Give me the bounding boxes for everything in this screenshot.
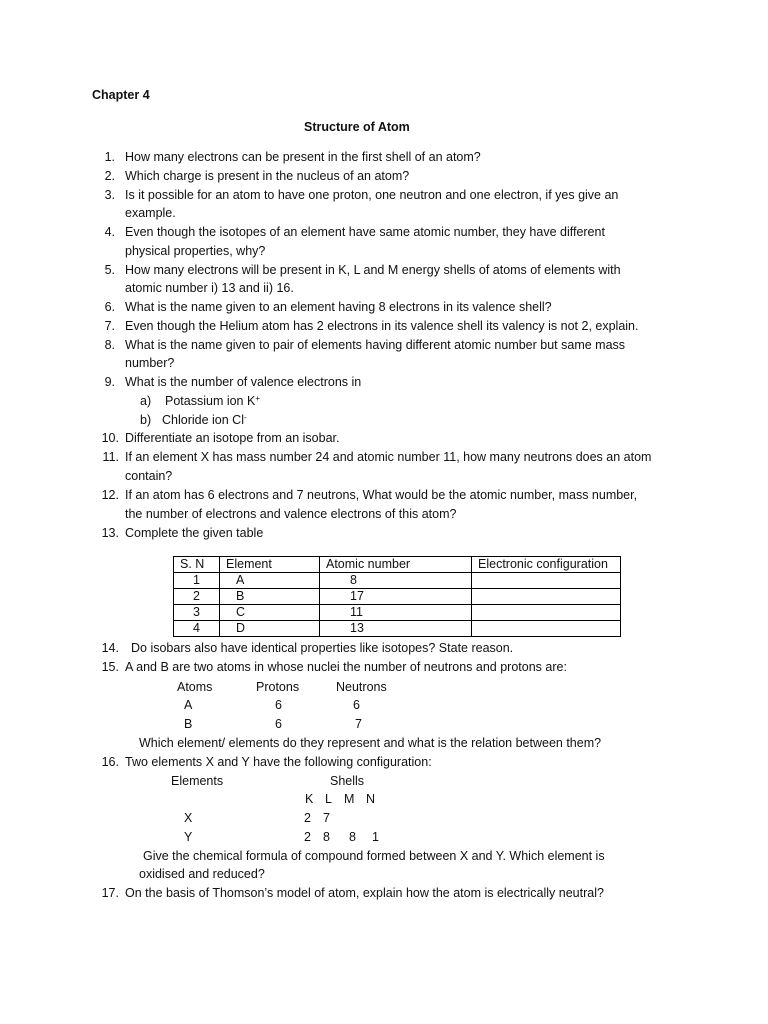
table-cell-element: D: [220, 621, 320, 637]
table-cell-atomic: 13: [320, 621, 472, 637]
q9-a-label: a): [140, 394, 152, 408]
q16-y-l: 8: [323, 830, 330, 844]
q16-question-line1: Give the chemical formula of compound formed between X and Y. Which element is: [143, 849, 605, 863]
table-cell-sn: 1: [174, 573, 220, 589]
q15-row-b-protons: 6: [275, 717, 282, 731]
q16-x-k: 2: [304, 811, 311, 825]
q16-y-n: 1: [372, 830, 379, 844]
q16-y-k: 2: [304, 830, 311, 844]
q16-shell-k: K: [305, 792, 314, 806]
q5-text-line2: atomic number i) 13 and ii) 16.: [125, 281, 294, 295]
table-cell-element: C: [220, 605, 320, 621]
q10-text: Differentiate an isotope from an isobar.: [125, 431, 340, 445]
table-cell-sn: 3: [174, 605, 220, 621]
q1-number: 1.: [104, 150, 115, 164]
q17-number: 17.: [101, 886, 119, 900]
q15-row-a-atom: A: [184, 698, 193, 712]
table-cell-atomic: 11: [320, 605, 472, 621]
q14-text: Do isobars also have identical properties like isotopes? State reason.: [131, 641, 514, 655]
q15-row-a-protons: 6: [275, 698, 282, 712]
table-cell-config: [472, 621, 621, 637]
q12-text-line2: the number of electrons and valence electrons of this atom?: [125, 507, 457, 521]
q8-text-line2: number?: [125, 356, 175, 370]
q3-text-line1: Is it possible for an atom to have one proton, one neutron and one electron, if yes give an: [125, 188, 619, 202]
q6-number: 6.: [104, 300, 115, 314]
table-cell-config: [472, 605, 621, 621]
q13-number: 13.: [101, 526, 119, 540]
q15-header-neutrons: Neutrons: [336, 680, 387, 694]
q9-b-label: b): [140, 413, 152, 427]
q3-number: 3.: [104, 188, 115, 202]
q4-text-line1: Even though the isotopes of an element have same atomic number, they have different: [125, 225, 605, 239]
table-cell-sn: 2: [174, 589, 220, 605]
q4-text-line2: physical properties, why?: [125, 244, 266, 258]
q2-text: Which charge is present in the nucleus of an atom?: [125, 169, 410, 183]
table-header-row: [174, 557, 621, 573]
table-cell-sn: 4: [174, 621, 220, 637]
q7-number: 7.: [104, 319, 115, 333]
table-cell-config: [472, 573, 621, 589]
q9-a-text: Potassium ion K+: [165, 394, 260, 408]
configuration-table: [173, 556, 621, 637]
q15-text: A and B are two atoms in whose nuclei the number of neutrons and protons are:: [125, 660, 567, 674]
q4-number: 4.: [104, 225, 115, 239]
q11-text-line2: contain?: [125, 469, 173, 483]
q9-text: What is the number of valence electrons in: [125, 375, 362, 389]
q17-text: On the basis of Thomson’s model of atom, explain how the atom is electrically neutral?: [125, 886, 604, 900]
q15-row-b-atom: B: [184, 717, 193, 731]
q3-text-line2: example.: [125, 206, 176, 220]
table-cell-atomic: 17: [320, 589, 472, 605]
q16-x-l: 7: [323, 811, 330, 825]
q9-number: 9.: [104, 375, 115, 389]
table-header-element: Element: [220, 557, 320, 573]
table-header-sn: S. N: [174, 557, 220, 573]
q8-text-line1: What is the name given to pair of elements having different atomic number but same mass: [125, 338, 626, 352]
q11-number: 11.: [102, 450, 119, 464]
q2-number: 2.: [104, 169, 115, 183]
q8-number: 8.: [104, 338, 115, 352]
q15-header-protons: Protons: [256, 680, 300, 694]
q16-y-m: 8: [349, 830, 356, 844]
q7-text: Even though the Helium atom has 2 electrons in its valence shell its valency is not 2, explain.: [125, 319, 639, 333]
table-row: [174, 573, 621, 589]
table-header-atomic-number: Atomic number: [320, 557, 472, 573]
q16-shell-l: L: [325, 792, 332, 806]
table-cell-element: B: [220, 589, 320, 605]
q16-x-label: X: [184, 811, 193, 825]
q10-number: 10.: [101, 431, 119, 445]
table-cell-atomic: 8: [320, 573, 472, 589]
q16-y-label: Y: [184, 830, 193, 844]
q16-shells-label: Shells: [330, 774, 365, 788]
q16-elements-label: Elements: [171, 774, 224, 788]
q15-row-b-neutrons: 7: [355, 717, 362, 731]
q15-row-a-neutrons: 6: [353, 698, 360, 712]
q16-text: Two elements X and Y have the following configuration:: [125, 755, 432, 769]
q6-text: What is the name given to an element having 8 electrons in its valence shell?: [125, 300, 552, 314]
q9-b-text: Chloride ion Cl-: [162, 413, 247, 427]
q15-followup: Which element/ elements do they represent and what is the relation between them?: [139, 736, 602, 750]
page-title: Structure of Atom: [304, 120, 410, 134]
table-cell-element: A: [220, 573, 320, 589]
q15-header-atoms: Atoms: [177, 680, 213, 694]
q5-text-line1: How many electrons will be present in K, L and M energy shells of atoms of elements with: [125, 263, 621, 277]
q14-number: 14.: [101, 641, 119, 655]
chapter-label: Chapter 4: [92, 88, 150, 102]
table-row: [174, 621, 621, 637]
table-row: [174, 589, 621, 605]
q16-shell-m: M: [344, 792, 355, 806]
q15-number: 15.: [101, 660, 119, 674]
table-row: [174, 605, 621, 621]
q12-text-line1: If an atom has 6 electrons and 7 neutrons, What would be the atomic number, mass number,: [125, 488, 638, 502]
q11-text-line1: If an element X has mass number 24 and atomic number 11, how many neutrons does an atom: [125, 450, 652, 464]
q12-number: 12.: [101, 488, 119, 502]
q13-text: Complete the given table: [125, 526, 264, 540]
table-cell-config: [472, 589, 621, 605]
q5-number: 5.: [104, 263, 115, 277]
q1-text: How many electrons can be present in the first shell of an atom?: [125, 150, 481, 164]
q16-shell-n: N: [366, 792, 376, 806]
q16-number: 16.: [101, 755, 119, 769]
table-header-configuration: Electronic configuration: [472, 557, 621, 573]
q16-question-line2: oxidised and reduced?: [139, 867, 265, 881]
